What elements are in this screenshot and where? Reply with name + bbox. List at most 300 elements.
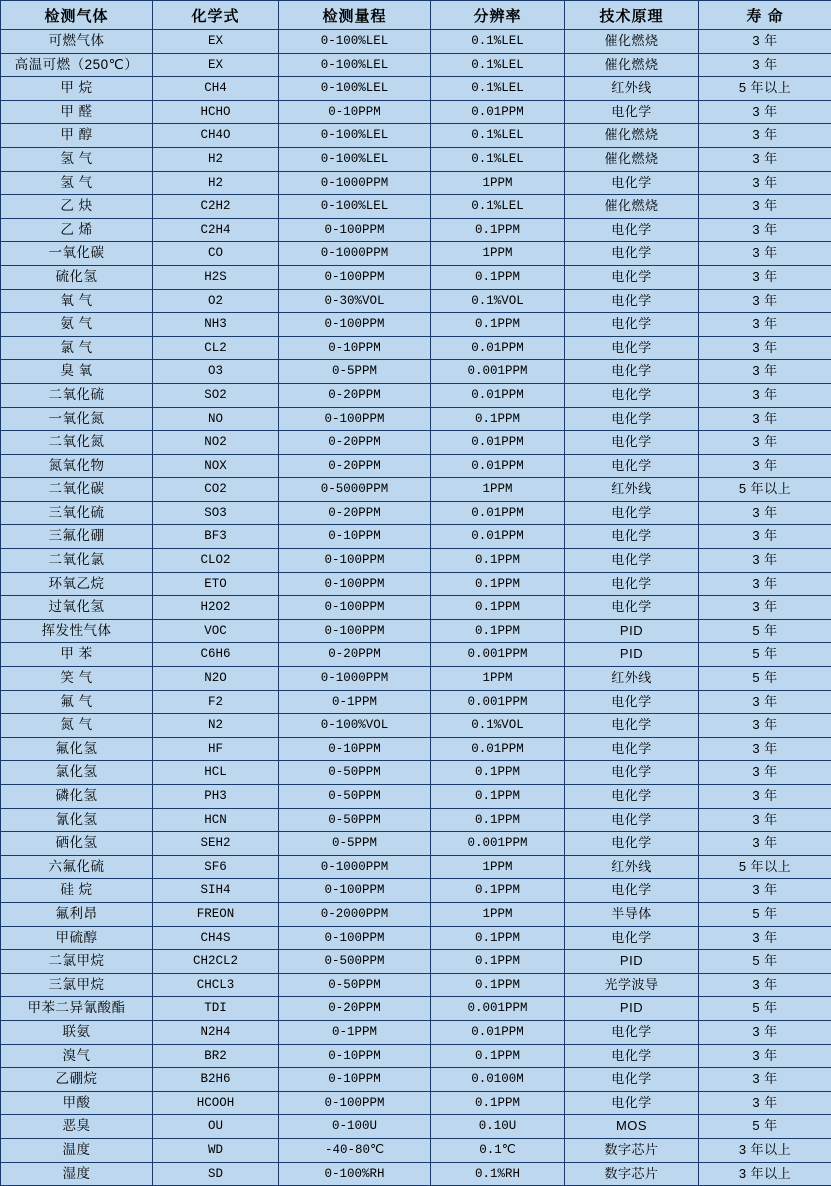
table-row xyxy=(1,619,831,643)
cell-gas-name: 湿度 xyxy=(1,1162,153,1186)
cell-gas-name: 二氧化氮 xyxy=(1,431,153,455)
table-row xyxy=(1,667,831,691)
cell-formula: N2H4 xyxy=(153,1020,279,1044)
table-row xyxy=(1,124,831,148)
cell-resolution: 0.1PPM xyxy=(431,808,565,832)
table-row xyxy=(1,265,831,289)
column-header-formula: 化学式 xyxy=(153,1,279,30)
cell-lifespan: 5 年 xyxy=(699,902,831,926)
cell-formula: SIH4 xyxy=(153,879,279,903)
table-row xyxy=(1,171,831,195)
table-row xyxy=(1,879,831,903)
cell-formula: NH3 xyxy=(153,313,279,337)
cell-formula: H2 xyxy=(153,147,279,171)
table-row xyxy=(1,1044,831,1068)
cell-gas-name: 乙 炔 xyxy=(1,195,153,219)
column-header-resolution: 分辨率 xyxy=(431,1,565,30)
table-row xyxy=(1,195,831,219)
cell-range: 0-50PPM xyxy=(279,973,431,997)
cell-formula: CH4S xyxy=(153,926,279,950)
cell-lifespan: 5 年 xyxy=(699,950,831,974)
cell-technology: 电化学 xyxy=(565,761,699,785)
cell-resolution: 0.1℃ xyxy=(431,1138,565,1162)
cell-technology: 电化学 xyxy=(565,785,699,809)
cell-resolution: 0.1%LEL xyxy=(431,30,565,54)
cell-technology: PID xyxy=(565,950,699,974)
cell-lifespan: 3 年 xyxy=(699,879,831,903)
cell-resolution: 0.1PPM xyxy=(431,761,565,785)
cell-range: 0-20PPM xyxy=(279,431,431,455)
cell-range: -40-80℃ xyxy=(279,1138,431,1162)
cell-lifespan: 3 年以上 xyxy=(699,1162,831,1186)
cell-formula: CO xyxy=(153,242,279,266)
table-row xyxy=(1,242,831,266)
cell-range: 0-100PPM xyxy=(279,549,431,573)
table-row xyxy=(1,1115,831,1139)
cell-formula: NO2 xyxy=(153,431,279,455)
cell-formula: H2S xyxy=(153,265,279,289)
cell-range: 0-100U xyxy=(279,1115,431,1139)
cell-resolution: 0.1PPM xyxy=(431,1044,565,1068)
column-header-range: 检测量程 xyxy=(279,1,431,30)
cell-lifespan: 5 年 xyxy=(699,667,831,691)
cell-gas-name: 温度 xyxy=(1,1138,153,1162)
cell-technology: 红外线 xyxy=(565,855,699,879)
table-row xyxy=(1,997,831,1021)
cell-range: 0-1000PPM xyxy=(279,667,431,691)
cell-formula: HCL xyxy=(153,761,279,785)
table-row xyxy=(1,855,831,879)
table-row xyxy=(1,690,831,714)
table-row xyxy=(1,313,831,337)
cell-lifespan: 3 年 xyxy=(699,383,831,407)
cell-resolution: 0.01PPM xyxy=(431,737,565,761)
cell-gas-name: 乙 烯 xyxy=(1,218,153,242)
table-row xyxy=(1,525,831,549)
cell-lifespan: 3 年 xyxy=(699,265,831,289)
cell-resolution: 0.01PPM xyxy=(431,336,565,360)
cell-range: 0-1000PPM xyxy=(279,171,431,195)
table-row xyxy=(1,218,831,242)
cell-resolution: 0.1PPM xyxy=(431,313,565,337)
cell-range: 0-20PPM xyxy=(279,454,431,478)
cell-resolution: 0.1PPM xyxy=(431,218,565,242)
cell-formula: HF xyxy=(153,737,279,761)
table-row xyxy=(1,100,831,124)
cell-lifespan: 3 年 xyxy=(699,1091,831,1115)
cell-technology: 电化学 xyxy=(565,1020,699,1044)
cell-lifespan: 3 年 xyxy=(699,171,831,195)
cell-lifespan: 3 年 xyxy=(699,431,831,455)
table-row xyxy=(1,289,831,313)
cell-gas-name: 氰化氢 xyxy=(1,808,153,832)
cell-lifespan: 3 年 xyxy=(699,785,831,809)
cell-lifespan: 3 年 xyxy=(699,690,831,714)
cell-gas-name: 臭 氧 xyxy=(1,360,153,384)
table-row xyxy=(1,596,831,620)
cell-range: 0-10PPM xyxy=(279,1044,431,1068)
cell-range: 0-100%LEL xyxy=(279,147,431,171)
cell-resolution: 0.001PPM xyxy=(431,832,565,856)
cell-technology: 电化学 xyxy=(565,1091,699,1115)
cell-gas-name: 环氧乙烷 xyxy=(1,572,153,596)
cell-technology: 半导体 xyxy=(565,902,699,926)
cell-gas-name: 笑 气 xyxy=(1,667,153,691)
cell-resolution: 0.01PPM xyxy=(431,454,565,478)
cell-formula: O2 xyxy=(153,289,279,313)
cell-resolution: 0.1%LEL xyxy=(431,53,565,77)
table-header-row xyxy=(1,1,831,30)
cell-resolution: 0.01PPM xyxy=(431,501,565,525)
cell-resolution: 0.1PPM xyxy=(431,973,565,997)
cell-range: 0-100PPM xyxy=(279,218,431,242)
cell-technology: 电化学 xyxy=(565,454,699,478)
cell-lifespan: 3 年 xyxy=(699,808,831,832)
cell-gas-name: 溴气 xyxy=(1,1044,153,1068)
cell-technology: 电化学 xyxy=(565,171,699,195)
cell-range: 0-100%RH xyxy=(279,1162,431,1186)
cell-range: 0-50PPM xyxy=(279,808,431,832)
cell-resolution: 0.1PPM xyxy=(431,265,565,289)
cell-technology: 电化学 xyxy=(565,926,699,950)
cell-formula: CH2CL2 xyxy=(153,950,279,974)
cell-range: 0-10PPM xyxy=(279,1068,431,1092)
cell-lifespan: 3 年 xyxy=(699,124,831,148)
cell-formula: SD xyxy=(153,1162,279,1186)
cell-gas-name: 高温可燃（250℃） xyxy=(1,53,153,77)
cell-formula: NOX xyxy=(153,454,279,478)
cell-range: 0-5000PPM xyxy=(279,478,431,502)
cell-lifespan: 3 年 xyxy=(699,242,831,266)
cell-resolution: 0.1%RH xyxy=(431,1162,565,1186)
cell-gas-name: 甲苯二异氰酸酯 xyxy=(1,997,153,1021)
cell-lifespan: 3 年 xyxy=(699,737,831,761)
cell-technology: 电化学 xyxy=(565,218,699,242)
cell-lifespan: 3 年 xyxy=(699,1044,831,1068)
cell-lifespan: 3 年 xyxy=(699,1020,831,1044)
cell-gas-name: 甲 苯 xyxy=(1,643,153,667)
cell-gas-name: 三氯甲烷 xyxy=(1,973,153,997)
table-row xyxy=(1,737,831,761)
cell-resolution: 0.01PPM xyxy=(431,383,565,407)
cell-lifespan: 3 年 xyxy=(699,218,831,242)
cell-technology: 红外线 xyxy=(565,667,699,691)
cell-technology: 电化学 xyxy=(565,737,699,761)
table-row xyxy=(1,53,831,77)
cell-formula: VOC xyxy=(153,619,279,643)
cell-gas-name: 一氧化碳 xyxy=(1,242,153,266)
cell-resolution: 0.1PPM xyxy=(431,596,565,620)
table-row xyxy=(1,902,831,926)
cell-gas-name: 氧 气 xyxy=(1,289,153,313)
cell-gas-name: 氯 气 xyxy=(1,336,153,360)
cell-lifespan: 5 年以上 xyxy=(699,77,831,101)
cell-formula: SF6 xyxy=(153,855,279,879)
table-row xyxy=(1,431,831,455)
cell-lifespan: 5 年 xyxy=(699,643,831,667)
cell-technology: 电化学 xyxy=(565,879,699,903)
cell-range: 0-100%LEL xyxy=(279,53,431,77)
cell-range: 0-10PPM xyxy=(279,336,431,360)
column-header-gas: 检测气体 xyxy=(1,1,153,30)
cell-lifespan: 3 年 xyxy=(699,973,831,997)
cell-lifespan: 3 年以上 xyxy=(699,1138,831,1162)
cell-range: 0-1PPM xyxy=(279,1020,431,1044)
cell-formula: CH4O xyxy=(153,124,279,148)
cell-lifespan: 3 年 xyxy=(699,714,831,738)
cell-range: 0-5PPM xyxy=(279,360,431,384)
cell-range: 0-100%VOL xyxy=(279,714,431,738)
cell-formula: FREON xyxy=(153,902,279,926)
cell-technology: 电化学 xyxy=(565,501,699,525)
cell-lifespan: 5 年以上 xyxy=(699,478,831,502)
cell-lifespan: 3 年 xyxy=(699,407,831,431)
cell-range: 0-50PPM xyxy=(279,785,431,809)
cell-technology: 电化学 xyxy=(565,549,699,573)
cell-range: 0-100PPM xyxy=(279,313,431,337)
table-row xyxy=(1,643,831,667)
cell-gas-name: 硫化氢 xyxy=(1,265,153,289)
cell-range: 0-100PPM xyxy=(279,407,431,431)
cell-resolution: 0.01PPM xyxy=(431,100,565,124)
cell-technology: 红外线 xyxy=(565,77,699,101)
cell-lifespan: 3 年 xyxy=(699,549,831,573)
cell-range: 0-100PPM xyxy=(279,619,431,643)
table-row xyxy=(1,714,831,738)
cell-resolution: 0.01PPM xyxy=(431,1020,565,1044)
cell-resolution: 0.1PPM xyxy=(431,407,565,431)
cell-technology: 电化学 xyxy=(565,1068,699,1092)
cell-range: 0-20PPM xyxy=(279,383,431,407)
table-row xyxy=(1,336,831,360)
cell-formula: EX xyxy=(153,53,279,77)
cell-resolution: 0.1%VOL xyxy=(431,289,565,313)
column-header-lifespan: 寿 命 xyxy=(699,1,831,30)
cell-formula: SEH2 xyxy=(153,832,279,856)
cell-range: 0-100%LEL xyxy=(279,77,431,101)
cell-technology: 电化学 xyxy=(565,596,699,620)
cell-formula: H2O2 xyxy=(153,596,279,620)
cell-gas-name: 二氧化硫 xyxy=(1,383,153,407)
cell-technology: 催化燃烧 xyxy=(565,195,699,219)
cell-range: 0-10PPM xyxy=(279,525,431,549)
cell-formula: TDI xyxy=(153,997,279,1021)
cell-technology: 电化学 xyxy=(565,714,699,738)
table-row xyxy=(1,832,831,856)
cell-technology: 催化燃烧 xyxy=(565,53,699,77)
cell-formula: N2O xyxy=(153,667,279,691)
cell-range: 0-1000PPM xyxy=(279,242,431,266)
cell-technology: 电化学 xyxy=(565,1044,699,1068)
cell-technology: 电化学 xyxy=(565,289,699,313)
table-row xyxy=(1,77,831,101)
cell-range: 0-1PPM xyxy=(279,690,431,714)
cell-lifespan: 3 年 xyxy=(699,572,831,596)
cell-formula: F2 xyxy=(153,690,279,714)
cell-lifespan: 5 年 xyxy=(699,1115,831,1139)
cell-formula: NO xyxy=(153,407,279,431)
cell-formula: HCOOH xyxy=(153,1091,279,1115)
table-row xyxy=(1,785,831,809)
cell-formula: CH4 xyxy=(153,77,279,101)
cell-technology: 电化学 xyxy=(565,407,699,431)
cell-gas-name: 甲 烷 xyxy=(1,77,153,101)
cell-formula: HCHO xyxy=(153,100,279,124)
cell-technology: 光学波导 xyxy=(565,973,699,997)
cell-gas-name: 三氟化硼 xyxy=(1,525,153,549)
cell-lifespan: 3 年 xyxy=(699,501,831,525)
cell-formula: SO2 xyxy=(153,383,279,407)
cell-lifespan: 5 年 xyxy=(699,619,831,643)
cell-gas-name: 硒化氢 xyxy=(1,832,153,856)
cell-lifespan: 3 年 xyxy=(699,832,831,856)
cell-gas-name: 氢 气 xyxy=(1,147,153,171)
table-row xyxy=(1,360,831,384)
cell-technology: 电化学 xyxy=(565,265,699,289)
cell-formula: O3 xyxy=(153,360,279,384)
cell-resolution: 0.1PPM xyxy=(431,785,565,809)
cell-resolution: 1PPM xyxy=(431,171,565,195)
cell-gas-name: 过氧化氢 xyxy=(1,596,153,620)
cell-range: 0-20PPM xyxy=(279,997,431,1021)
cell-gas-name: 二氧化碳 xyxy=(1,478,153,502)
cell-gas-name: 联氨 xyxy=(1,1020,153,1044)
cell-gas-name: 硅 烷 xyxy=(1,879,153,903)
cell-technology: 数字芯片 xyxy=(565,1162,699,1186)
cell-technology: 数字芯片 xyxy=(565,1138,699,1162)
cell-resolution: 0.0100M xyxy=(431,1068,565,1092)
table-row xyxy=(1,973,831,997)
cell-gas-name: 氨 气 xyxy=(1,313,153,337)
cell-technology: 电化学 xyxy=(565,242,699,266)
cell-lifespan: 3 年 xyxy=(699,53,831,77)
cell-range: 0-100PPM xyxy=(279,572,431,596)
cell-gas-name: 氮 气 xyxy=(1,714,153,738)
cell-formula: OU xyxy=(153,1115,279,1139)
table-row xyxy=(1,926,831,950)
cell-technology: 电化学 xyxy=(565,572,699,596)
cell-gas-name: 甲酸 xyxy=(1,1091,153,1115)
table-row xyxy=(1,383,831,407)
cell-resolution: 1PPM xyxy=(431,855,565,879)
table-row xyxy=(1,1091,831,1115)
cell-resolution: 0.01PPM xyxy=(431,525,565,549)
cell-formula: C2H2 xyxy=(153,195,279,219)
cell-resolution: 1PPM xyxy=(431,667,565,691)
table-row xyxy=(1,1162,831,1186)
cell-lifespan: 5 年以上 xyxy=(699,855,831,879)
cell-range: 0-100%LEL xyxy=(279,30,431,54)
cell-lifespan: 3 年 xyxy=(699,454,831,478)
cell-technology: PID xyxy=(565,643,699,667)
cell-lifespan: 3 年 xyxy=(699,100,831,124)
cell-gas-name: 一氧化氮 xyxy=(1,407,153,431)
cell-technology: 电化学 xyxy=(565,100,699,124)
cell-range: 0-1000PPM xyxy=(279,855,431,879)
cell-technology: 电化学 xyxy=(565,690,699,714)
cell-resolution: 1PPM xyxy=(431,902,565,926)
cell-formula: B2H6 xyxy=(153,1068,279,1092)
cell-range: 0-20PPM xyxy=(279,643,431,667)
cell-range: 0-100PPM xyxy=(279,926,431,950)
cell-gas-name: 三氧化硫 xyxy=(1,501,153,525)
cell-range: 0-50PPM xyxy=(279,761,431,785)
cell-resolution: 0.1PPM xyxy=(431,1091,565,1115)
cell-technology: PID xyxy=(565,997,699,1021)
table-row xyxy=(1,454,831,478)
cell-technology: 电化学 xyxy=(565,431,699,455)
table-row xyxy=(1,761,831,785)
cell-lifespan: 5 年 xyxy=(699,997,831,1021)
cell-formula: BR2 xyxy=(153,1044,279,1068)
cell-formula: HCN xyxy=(153,808,279,832)
cell-technology: MOS xyxy=(565,1115,699,1139)
cell-resolution: 0.001PPM xyxy=(431,997,565,1021)
cell-gas-name: 氟利昂 xyxy=(1,902,153,926)
cell-lifespan: 3 年 xyxy=(699,596,831,620)
cell-resolution: 0.1PPM xyxy=(431,572,565,596)
cell-formula: CO2 xyxy=(153,478,279,502)
cell-resolution: 0.1PPM xyxy=(431,926,565,950)
cell-formula: CHCL3 xyxy=(153,973,279,997)
cell-technology: 红外线 xyxy=(565,478,699,502)
cell-formula: C2H4 xyxy=(153,218,279,242)
table-header xyxy=(1,1,831,30)
table-row xyxy=(1,808,831,832)
table-row xyxy=(1,501,831,525)
cell-range: 0-100PPM xyxy=(279,1091,431,1115)
cell-resolution: 0.1%LEL xyxy=(431,195,565,219)
cell-gas-name: 可燃气体 xyxy=(1,30,153,54)
table-row xyxy=(1,478,831,502)
cell-gas-name: 甲 醛 xyxy=(1,100,153,124)
cell-range: 0-10PPM xyxy=(279,100,431,124)
cell-resolution: 1PPM xyxy=(431,242,565,266)
cell-lifespan: 3 年 xyxy=(699,926,831,950)
cell-gas-name: 氢 气 xyxy=(1,171,153,195)
cell-technology: 电化学 xyxy=(565,360,699,384)
cell-resolution: 1PPM xyxy=(431,478,565,502)
cell-formula: CLO2 xyxy=(153,549,279,573)
cell-technology: 催化燃烧 xyxy=(565,30,699,54)
cell-resolution: 0.1%VOL xyxy=(431,714,565,738)
cell-range: 0-100%LEL xyxy=(279,195,431,219)
table-body xyxy=(1,30,831,1186)
cell-technology: 电化学 xyxy=(565,525,699,549)
cell-gas-name: 二氧化氯 xyxy=(1,549,153,573)
cell-technology: PID xyxy=(565,619,699,643)
table-row xyxy=(1,147,831,171)
cell-resolution: 0.001PPM xyxy=(431,690,565,714)
cell-formula: H2 xyxy=(153,171,279,195)
cell-gas-name: 六氟化硫 xyxy=(1,855,153,879)
cell-range: 0-100PPM xyxy=(279,265,431,289)
cell-gas-name: 甲硫醇 xyxy=(1,926,153,950)
cell-technology: 催化燃烧 xyxy=(565,147,699,171)
cell-range: 0-30%VOL xyxy=(279,289,431,313)
table-row xyxy=(1,1020,831,1044)
cell-range: 0-100PPM xyxy=(279,596,431,620)
cell-formula: SO3 xyxy=(153,501,279,525)
cell-resolution: 0.001PPM xyxy=(431,643,565,667)
cell-technology: 电化学 xyxy=(565,832,699,856)
cell-technology: 电化学 xyxy=(565,808,699,832)
cell-lifespan: 3 年 xyxy=(699,195,831,219)
cell-resolution: 0.1PPM xyxy=(431,619,565,643)
cell-resolution: 0.1PPM xyxy=(431,549,565,573)
cell-gas-name: 氟化氢 xyxy=(1,737,153,761)
cell-resolution: 0.001PPM xyxy=(431,360,565,384)
